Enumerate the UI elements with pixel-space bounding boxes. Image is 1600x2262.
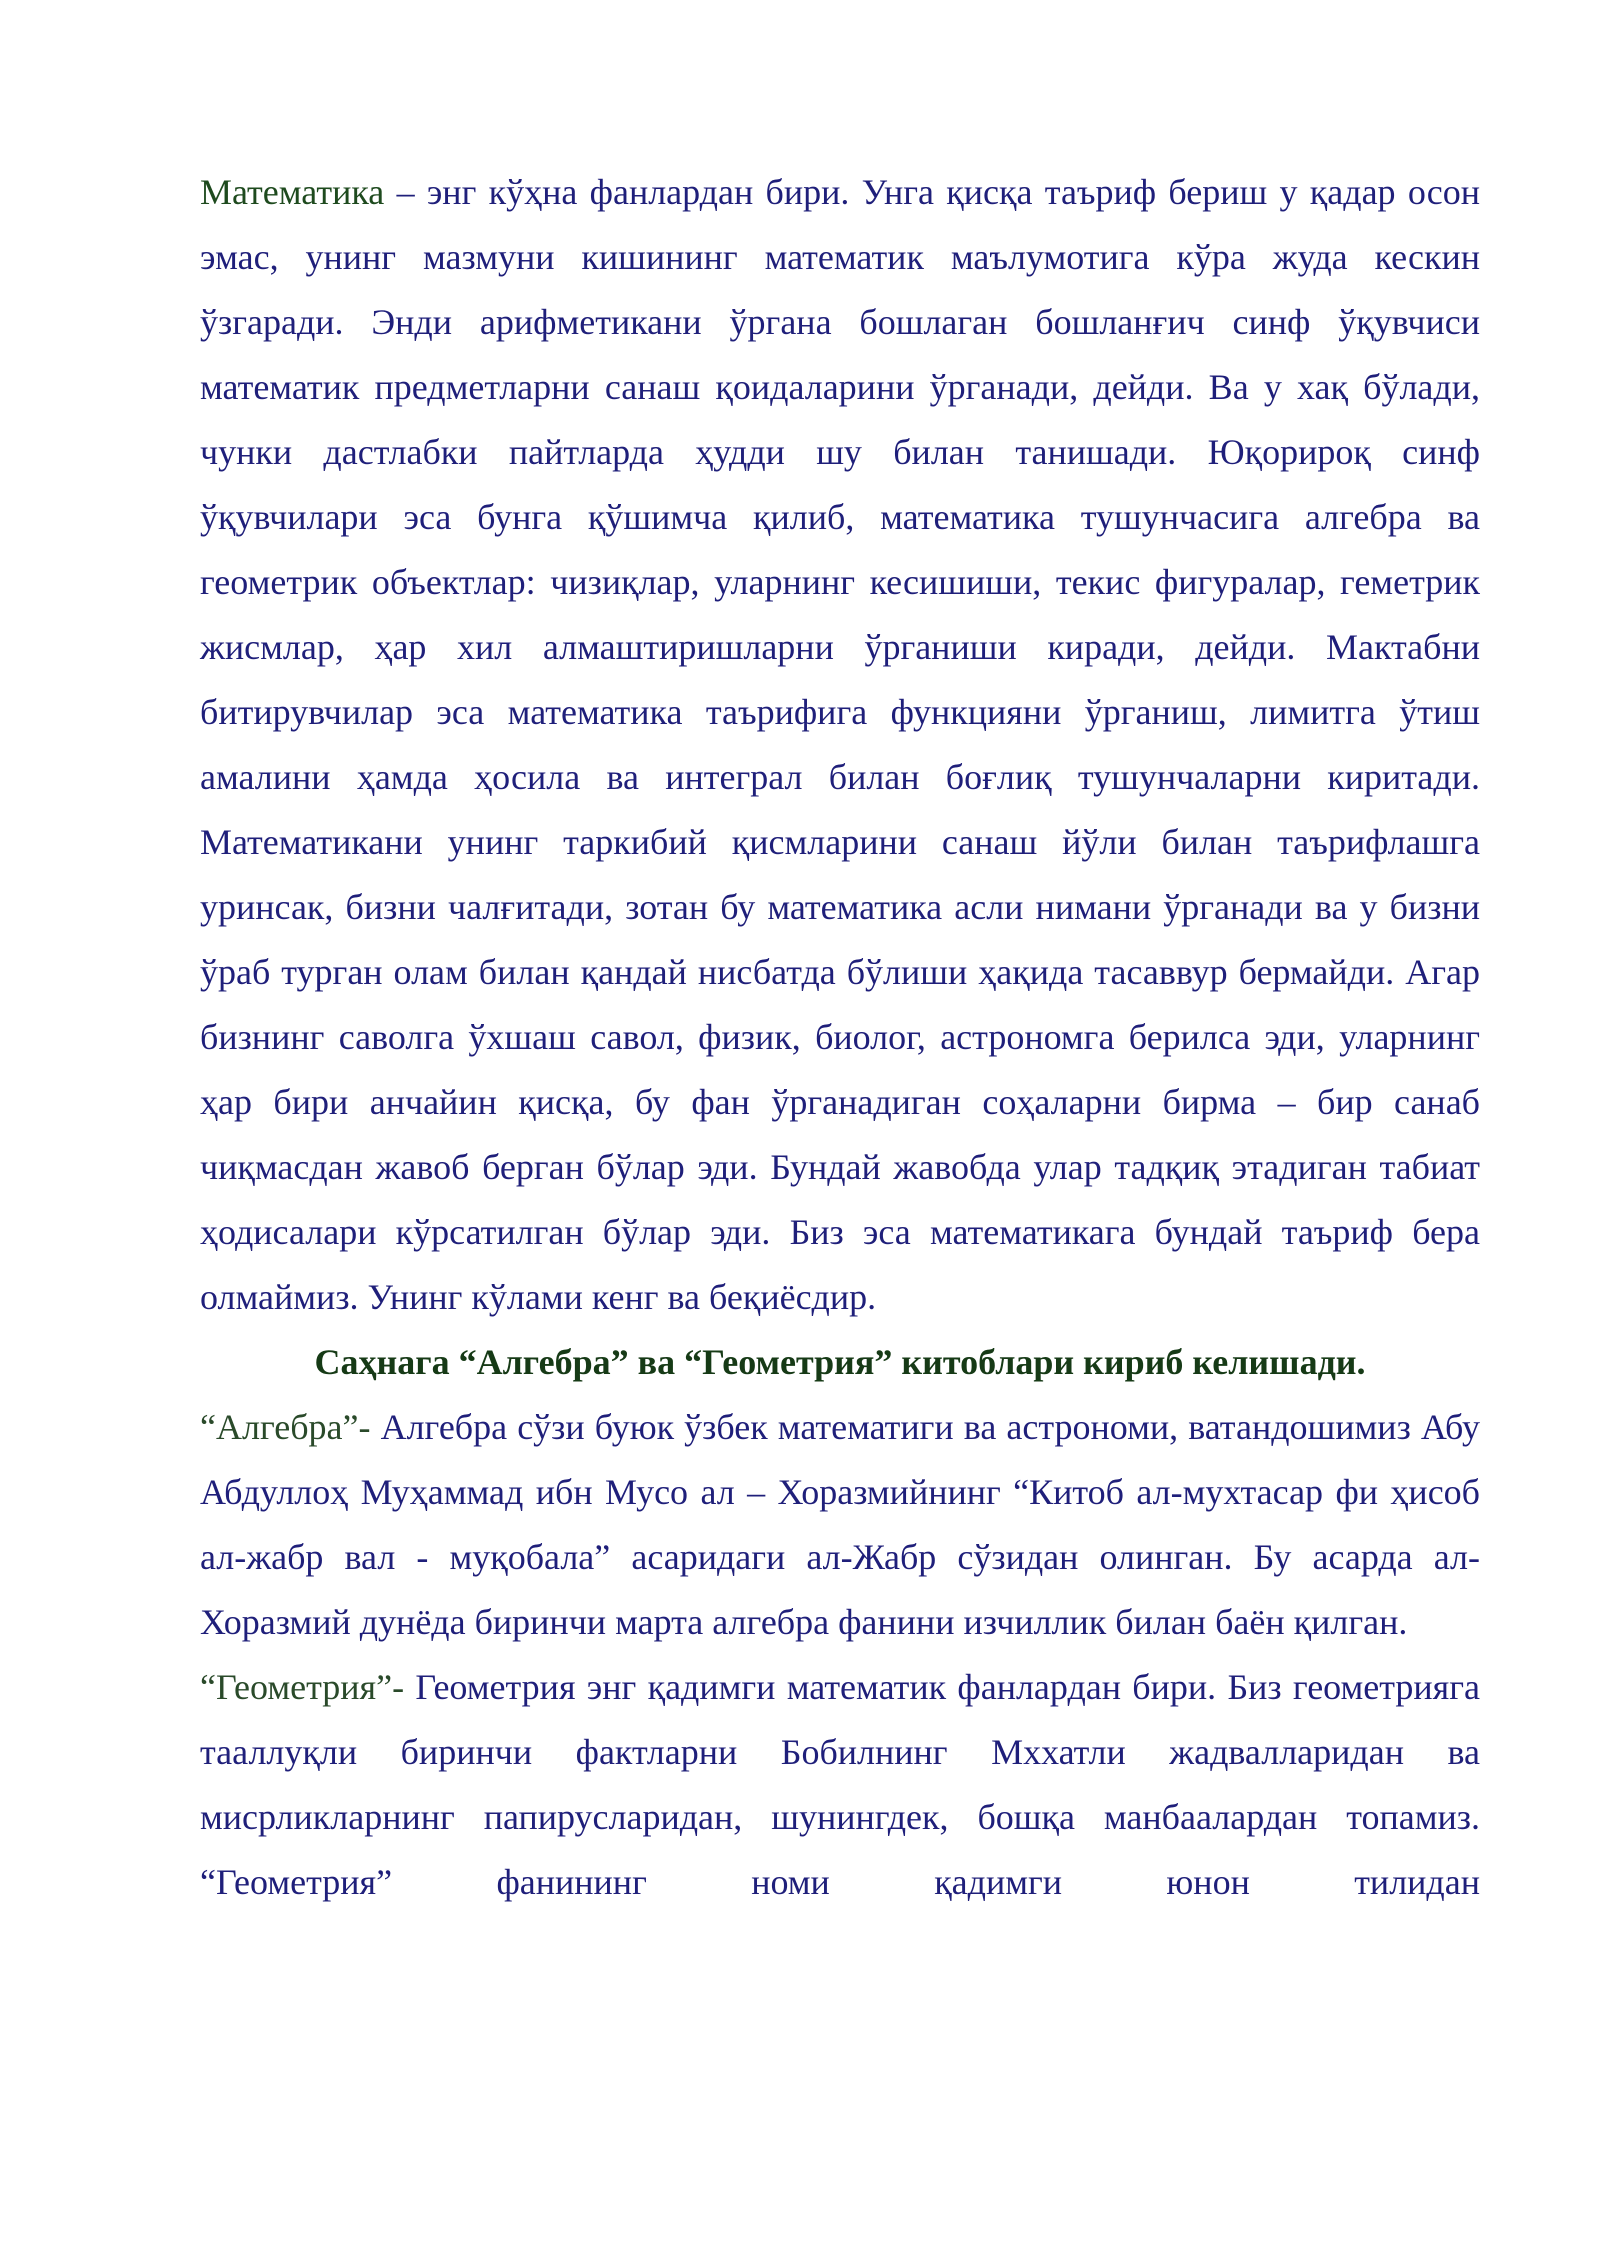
- intro-lead-word: Математика: [200, 172, 385, 212]
- algebra-body-text: Алгебра сўзи буюк ўзбек математиги ва астрономи, ватандошимиз Абу Абдуллоҳ Муҳаммад ибн Мусо ал – Хоразмийнинг “Китоб ал-мухтасар фи ҳисоб ал-жабр вал - муқобала” асаридаги ал-Жабр сўзидан олинган. Бу асарда ал-Хоразмий дунёда биринчи марта алгебра фанини изчиллик билан баён қилган.: [200, 1407, 1480, 1642]
- intro-body-text: – энг кўҳна фанлардан бири. Унга қисқа таъриф бериш у қадар осон эмас, унинг мазмуни кишининг математик маълумотига кўра жуда кескин ўзгаради. Энди арифметикани ўргана бошлаган бошланғич синф ўқувчиси математик предметларни санаш қоидаларини ўрганади, дейди. Ва у хақ бўлади, чунки дастлабки пайтларда ҳудди шу билан танишади. Юқорироқ синф ўқувчилари эса бунга қўшимча қилиб, математика тушунчасига алгебра ва геометрик объектлар: чизиқлар, уларнинг кесишиши, текис фигуралар, геметрик жисмлар, ҳар хил алмаштиришларни ўрганиши киради, дейди. Мактабни битирувчилар эса математика таърифига функцияни ўрганиш, лимитга ўтиш амалини ҳамда ҳосила ва интеграл билан боғлиқ тушунчаларни киритади. Математикани унинг таркибий қисмларини санаш йўли билан таърифлашга уринсак, бизни чалғитади, зотан бу математика асли нимани ўрганади ва у бизни ўраб турган олам билан қандай нисбатда бўлиши ҳақида тасаввур бермайди. Агар бизнинг саволга ўхшаш савол, физик, биолог, астрономга берилса эди, уларнинг ҳар бири анчайин қисқа, бу фан ўрганадиган соҳаларни бирма – бир санаб чиқмасдан жавоб берган бўлар эди. Бундай жавобда улар тадқиқ этадиган табиат ҳодисалари кўрсатилган бўлар эди. Биз эса математикага бундай таъриф бера олмаймиз. Унинг кўлами кенг ва беқиёсдир.: [200, 172, 1480, 1317]
- document-page: [200, 160, 1480, 1915]
- geometry-paragraph: [200, 1655, 1480, 1915]
- algebra-speaker: “Алгебра”-: [200, 1407, 371, 1447]
- stage-direction-heading: Саҳнага “Алгебра” ва “Геометрия” китоблари кириб келишади.: [314, 1342, 1366, 1382]
- geometry-speaker: “Геометрия”-: [200, 1667, 405, 1707]
- algebra-paragraph: [200, 1395, 1480, 1655]
- intro-paragraph: [200, 160, 1480, 1330]
- geometry-body-text: Геометрия энг қадимги математик фанлардан бири. Биз геометрияга тааллуқли биринчи фактларни Бобилнинг Мххатли жадвалларидан ва мисрликларнинг папирусларидан, шунингдек, бошқа манбаалардан топамиз. “Геометрия” фанининг номи қадимги юнон тилидан: [200, 1667, 1480, 1902]
